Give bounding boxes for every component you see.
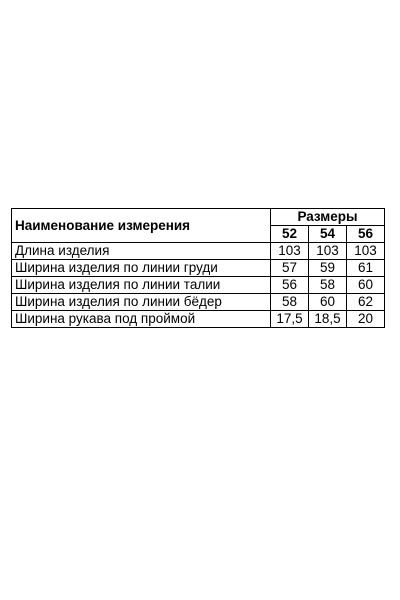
table-row [12,243,385,260]
header-sizes: Размеры [271,209,385,226]
size-54: 54 [309,226,347,243]
row-value: 20 [347,311,385,328]
table-row [12,311,385,328]
row-name: Ширина изделия по линии талии [12,277,271,294]
size-52: 52 [271,226,309,243]
row-value: 103 [271,243,309,260]
row-value: 60 [347,277,385,294]
row-name: Длина изделия [12,243,271,260]
row-name: Ширина изделия по линии бёдер [12,294,271,311]
row-value: 60 [309,294,347,311]
row-name: Ширина рукава под проймой [12,311,271,328]
table-row [12,260,385,277]
row-value: 58 [309,277,347,294]
row-value: 56 [271,277,309,294]
table-row [12,294,385,311]
row-value: 59 [309,260,347,277]
size-56: 56 [347,226,385,243]
row-name: Ширина изделия по линии груди [12,260,271,277]
row-value: 61 [347,260,385,277]
row-value: 62 [347,294,385,311]
size-table [11,208,385,328]
table-header-row [12,209,385,226]
row-value: 17,5 [271,311,309,328]
row-value: 57 [271,260,309,277]
row-value: 58 [271,294,309,311]
table-row [12,277,385,294]
header-measurement: Наименование измерения [12,209,271,243]
row-value: 18,5 [309,311,347,328]
row-value: 103 [347,243,385,260]
row-value: 103 [309,243,347,260]
